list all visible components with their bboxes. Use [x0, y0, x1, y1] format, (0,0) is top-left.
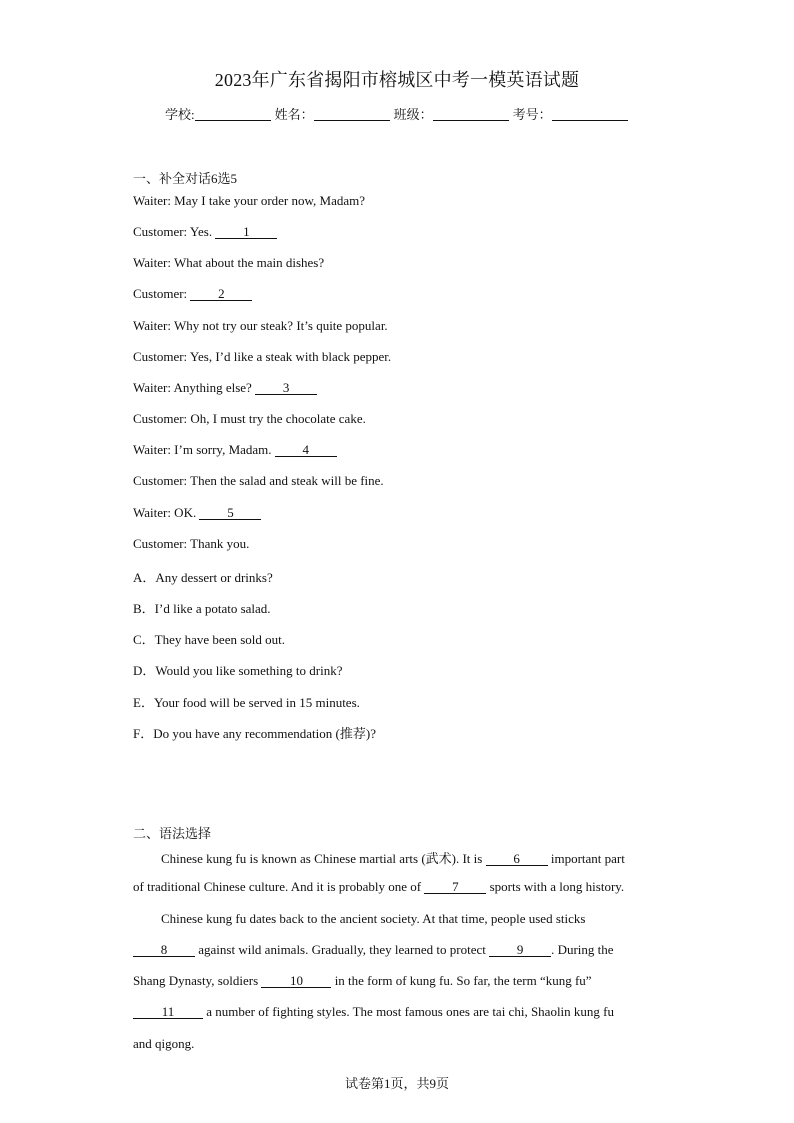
dialogue-line: Customer: 2	[133, 286, 252, 302]
dialogue-line: Customer: Oh, I must try the chocolate cake.	[133, 411, 366, 426]
answer-blank-6[interactable]: 6	[486, 852, 548, 866]
answer-blank-3[interactable]: 3	[255, 381, 317, 395]
class-label: 班级：	[393, 107, 433, 122]
passage-line: of traditional Chinese culture. And it is probably one of 7 sports with a long history.	[133, 879, 625, 894]
dialogue-line: Waiter: What about the main dishes?	[133, 255, 325, 270]
student-info-row	[165, 104, 632, 123]
answer-blank-4[interactable]: 4	[275, 443, 337, 457]
dialogue-line: Customer: Yes. 1	[133, 224, 277, 240]
dialogue-line: Customer: Yes, I’d like a steak with black pepper.	[133, 349, 392, 364]
name-blank[interactable]	[314, 106, 390, 121]
passage-line: 11 a number of fighting styles. The most famous ones are tai chi, Shaolin kung fu	[133, 1004, 614, 1020]
exam-no-blank[interactable]	[552, 106, 628, 121]
passage-line: Chinese kung fu dates back to the ancient society. At that time, people used sticks	[161, 911, 586, 926]
exam-no-label: 考号：	[512, 107, 552, 122]
answer-blank-8[interactable]: 8	[133, 943, 195, 957]
option-c: C．They have been sold out.	[133, 632, 285, 647]
dialogue-line: Waiter: OK. 5	[133, 505, 261, 521]
option-a: A．Any dessert or drinks?	[133, 570, 273, 585]
dialogue-line: Waiter: Anything else? 3	[133, 380, 317, 396]
answer-blank-7[interactable]: 7	[424, 880, 486, 894]
dialogue-line: Waiter: May I take your order now, Madam?	[133, 193, 366, 208]
passage-line: 8 against wild animals. Gradually, they learned to protect 9 . During the	[133, 942, 614, 958]
answer-blank-11[interactable]: 11	[133, 1005, 203, 1019]
school-label: 学校:	[165, 107, 195, 122]
option-d: D．Would you like something to drink?	[133, 663, 343, 678]
school-blank[interactable]	[195, 106, 271, 121]
answer-blank-2[interactable]: 2	[190, 287, 252, 301]
section1-heading: 一、补全对话6选5	[133, 171, 238, 186]
dialogue-line: Customer: Then the salad and steak will be fine.	[133, 473, 384, 488]
answer-blank-5[interactable]: 5	[199, 506, 261, 520]
option-f: F．Do you have any recommendation (推荐)?	[133, 726, 376, 741]
page-footer: 试卷第1页，共9页	[344, 1076, 449, 1091]
passage-line: Chinese kung fu is known as Chinese martial arts (武术). It is 6 important part	[161, 851, 625, 866]
dialogue-line: Waiter: Why not try our steak? It’s quite popular.	[133, 318, 388, 333]
answer-blank-9[interactable]: 9	[489, 943, 551, 957]
passage-line: and qigong.	[133, 1036, 195, 1051]
dialogue-line: Waiter: I’m sorry, Madam. 4	[133, 442, 337, 458]
passage-line: Shang Dynasty, soldiers 10 in the form of kung fu. So far, the term “kung fu”	[133, 973, 592, 988]
answer-blank-1[interactable]: 1	[215, 225, 277, 239]
name-label: 姓名：	[274, 107, 314, 122]
page-title: 2023年广东省揭阳市榕城区中考一模英语试题	[214, 70, 580, 90]
dialogue-line: Customer: Thank you.	[133, 536, 250, 551]
class-blank[interactable]	[433, 106, 509, 121]
section2-heading: 二、语法选择	[133, 826, 212, 841]
option-e: E．Your food will be served in 15 minutes.	[133, 695, 360, 710]
option-b: B．I’d like a potato salad.	[133, 601, 271, 616]
answer-blank-10[interactable]: 10	[261, 974, 331, 988]
